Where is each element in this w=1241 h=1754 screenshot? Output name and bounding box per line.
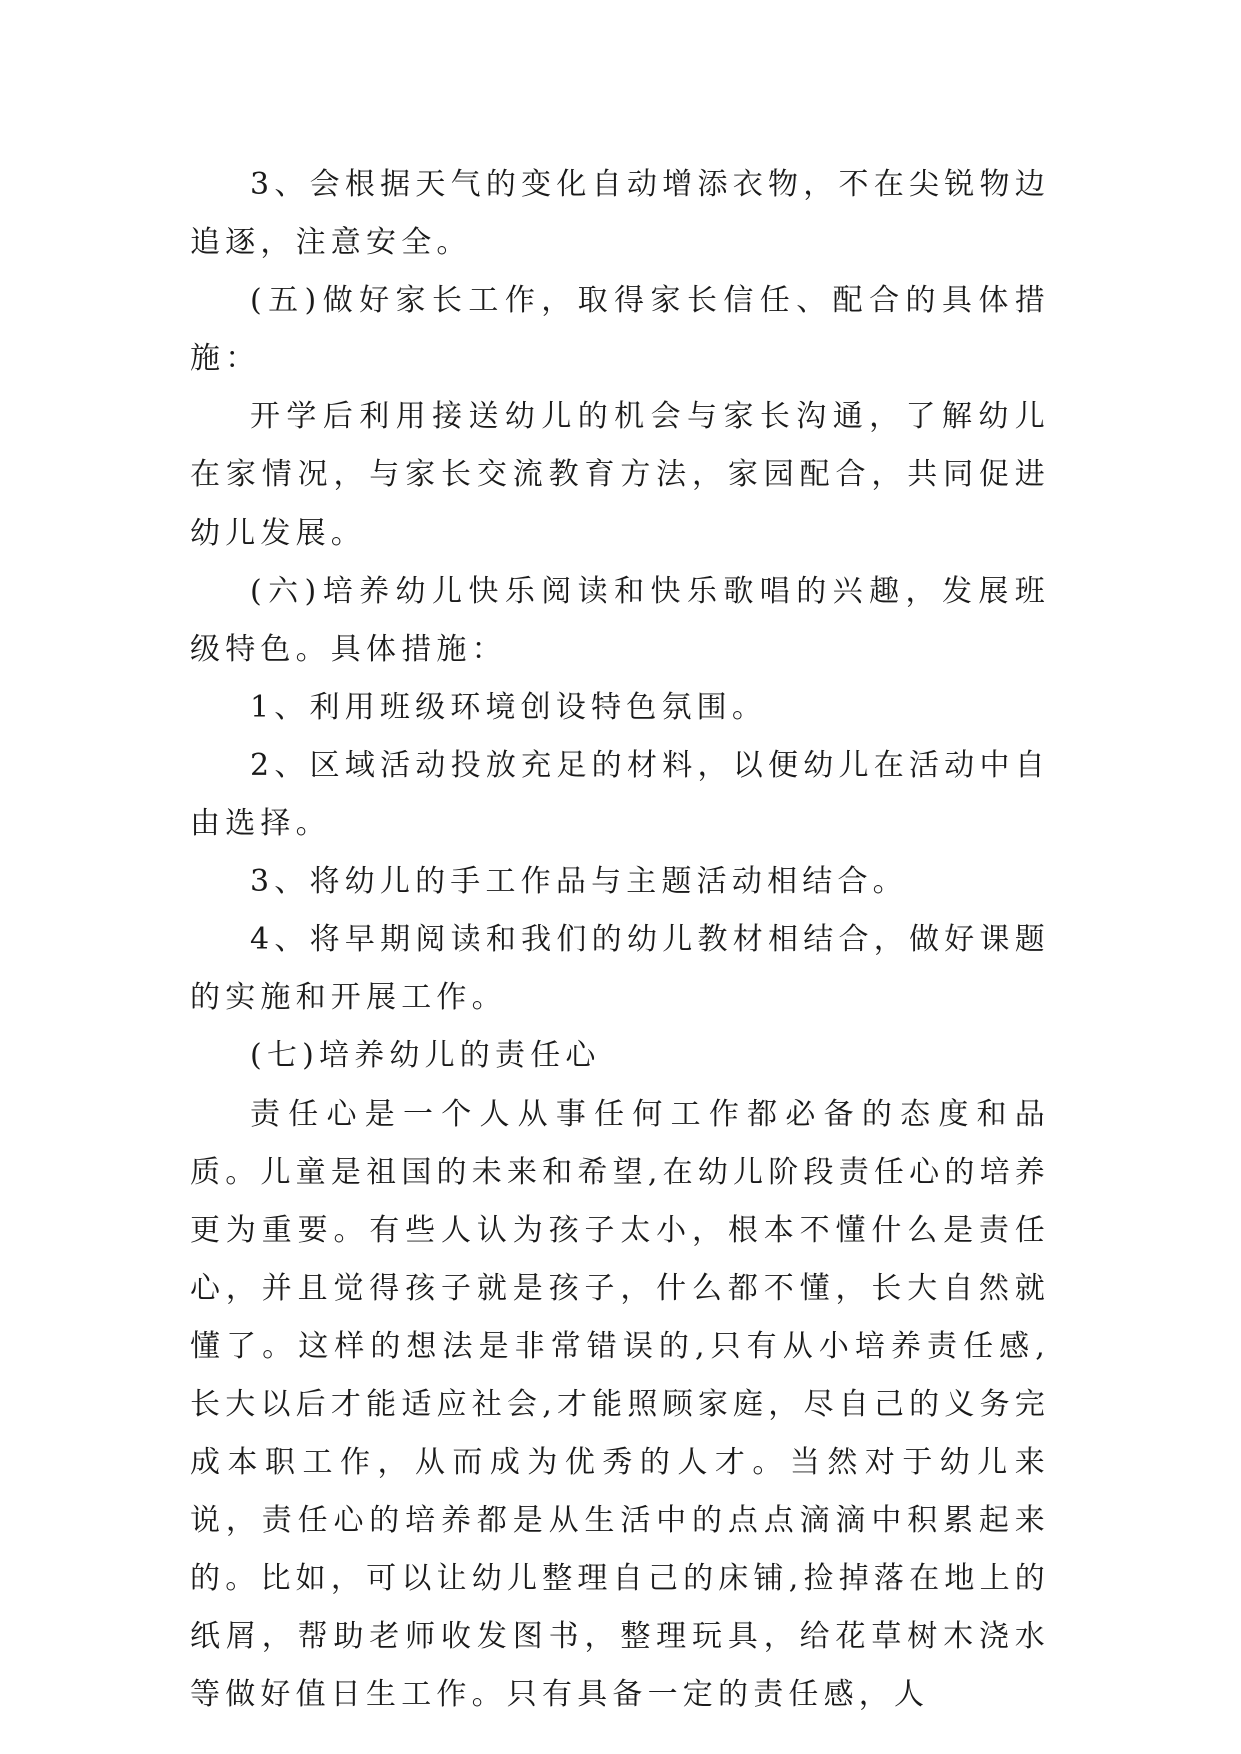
paragraph-measure-1: 1、利用班级环境创设特色氛围。 xyxy=(250,689,768,725)
paragraph-weather-clothing: 3、会根据天气的变化自动增添衣物，不在尖锐物边追逐，注意安全。 xyxy=(190,167,1050,261)
paragraph-measure-4: 4、将早期阅读和我们的幼儿教材相结合，做好课题的实施和开展工作。 xyxy=(190,922,1050,1016)
document-body xyxy=(190,156,1050,1725)
paragraph-parent-communication: 开学后利用接送幼儿的机会与家长沟通，了解幼儿在家情况，与家长交流教育方法，家园配合，共同促进幼儿发展。 xyxy=(190,399,1050,551)
paragraph-measure-3: 3、将幼儿的手工作品与主题活动相结合。 xyxy=(250,864,908,900)
heading-reading-singing: (六)培养幼儿快乐阅读和快乐歌唱的兴趣，发展班级特色。具体措施： xyxy=(190,573,1050,667)
paragraph-responsibility: 责任心是一个人从事任何工作都必备的态度和品质。儿童是祖国的未来和希望,在幼儿阶段责任心的培养更为重要。有些人认为孩子太小，根本不懂什么是责任心，并且觉得孩子就是孩子，什么都不懂，长大自然就懂了。这样的想法是非常错误的,只有从小培养责任感,长大以后才能适应社会,才能照顾家庭，尽自己的义务完成本职工作，从而成为优秀的人才。当然对于幼儿来说，责任心的培养都是从生活中的点点滴滴中积累起来的。比如，可以让幼儿整理自己的床铺,捡掉落在地上的纸屑，帮助老师收发图书，整理玩具，给花草树木浇水等做好值日生工作。只有具备一定的责任感，人 xyxy=(190,1096,1050,1713)
heading-responsibility: (七)培养幼儿的责任心 xyxy=(250,1038,601,1074)
heading-parent-work: (五)做好家长工作，取得家长信任、配合的具体措施： xyxy=(190,283,1050,377)
paragraph-measure-2: 2、区域活动投放充足的材料，以便幼儿在活动中自由选择。 xyxy=(190,747,1050,842)
